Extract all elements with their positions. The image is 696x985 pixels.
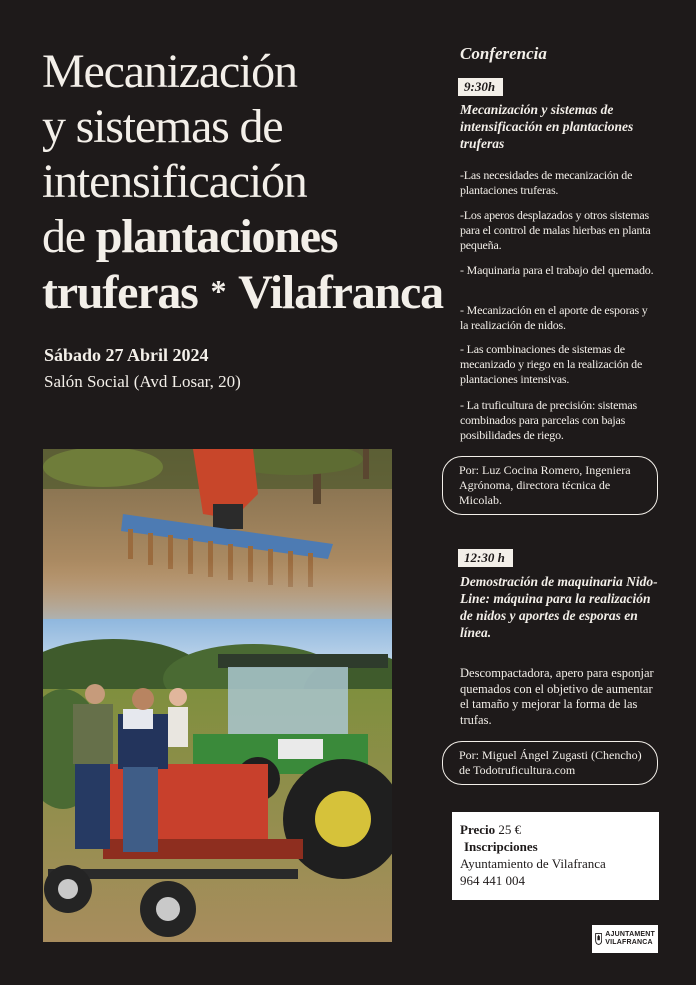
title-truferas: truferas xyxy=(42,266,198,319)
price-registration-box xyxy=(452,812,659,900)
demo-description: Descompactadora, apero para esponjar quemados con el objetivo de aumentar el tamaño y mejorar la forma de las trufas. xyxy=(460,666,654,727)
price-line xyxy=(460,821,651,838)
event-venue: Salón Social (Avd Losar, 20) xyxy=(44,372,241,391)
conference-time-badge: 9:30h xyxy=(458,78,503,96)
title-star-separator: * xyxy=(210,273,226,309)
machinery-photo xyxy=(43,449,392,942)
conference-bullet-5: - Las combinaciones de sistemas de mecanizado y riego en la realización de plantaciones intensivas. xyxy=(460,342,643,386)
price-value: 25 € xyxy=(498,822,522,837)
logo-line-1: AJUNTAMENT xyxy=(605,931,655,938)
machinery-photo-illustration xyxy=(43,449,392,942)
title-line-4-bold: plantaciones xyxy=(95,210,338,263)
title-vilafranca: Vilafranca xyxy=(238,266,443,319)
title-line-5 xyxy=(42,264,443,320)
conference-title: Mecanización y sistemas de intensificación en plantaciones truferas xyxy=(460,102,634,151)
conference-bullet-3: - Maquinaria para el trabajo del quemado. xyxy=(460,263,654,277)
demo-title: Demostración de maquinaria Nido-Line: máquina para la realización de nidos y aportes de esporas en línea. xyxy=(460,574,658,640)
conference-bullet-2: -Los aperos desplazados y otros sistemas para el control de malas hierbas en planta pequeña. xyxy=(460,208,651,252)
conference-bullet-4: - Mecanización en el aporte de esporas y la realización de nidos. xyxy=(460,303,648,332)
registration-phone: 964 441 004 xyxy=(460,873,525,888)
price-label: Precio xyxy=(460,822,496,837)
poster-title xyxy=(42,44,443,320)
conference-kicker: Conferencia xyxy=(460,44,547,63)
title-line-1: Mecanización xyxy=(42,45,297,98)
conference-bullet-1: -Las necesidades de mecanización de plantaciones truferas. xyxy=(460,168,633,197)
registration-org: Ayuntamiento de Vilafranca xyxy=(460,856,606,871)
ajuntament-logo xyxy=(592,925,658,953)
demo-time-badge: 12:30 h xyxy=(458,549,513,567)
logo-line-2: VILAFRANCA xyxy=(605,939,653,946)
logo-text xyxy=(605,931,655,947)
conference-speaker: Por: Luz Cocina Romero, Ingeniera Agrónoma, directora técnica de Micolab. xyxy=(442,456,658,515)
conference-bullet-6: - La truficultura de precisión: sistemas combinados para parcelas con bajas posibilidades de riego. xyxy=(460,398,637,442)
title-line-4 xyxy=(42,209,432,264)
crest-icon xyxy=(595,929,602,949)
title-line-4-prefix: de xyxy=(42,210,96,263)
demo-speaker: Por: Miguel Ángel Zugasti (Chencho) de Todotruficultura.com xyxy=(442,741,658,785)
title-line-2: y sistemas de xyxy=(42,100,283,153)
registration-label: Inscripciones xyxy=(464,839,538,854)
event-date: Sábado 27 Abril 2024 xyxy=(44,345,209,365)
title-line-3: intensificación xyxy=(42,155,307,208)
